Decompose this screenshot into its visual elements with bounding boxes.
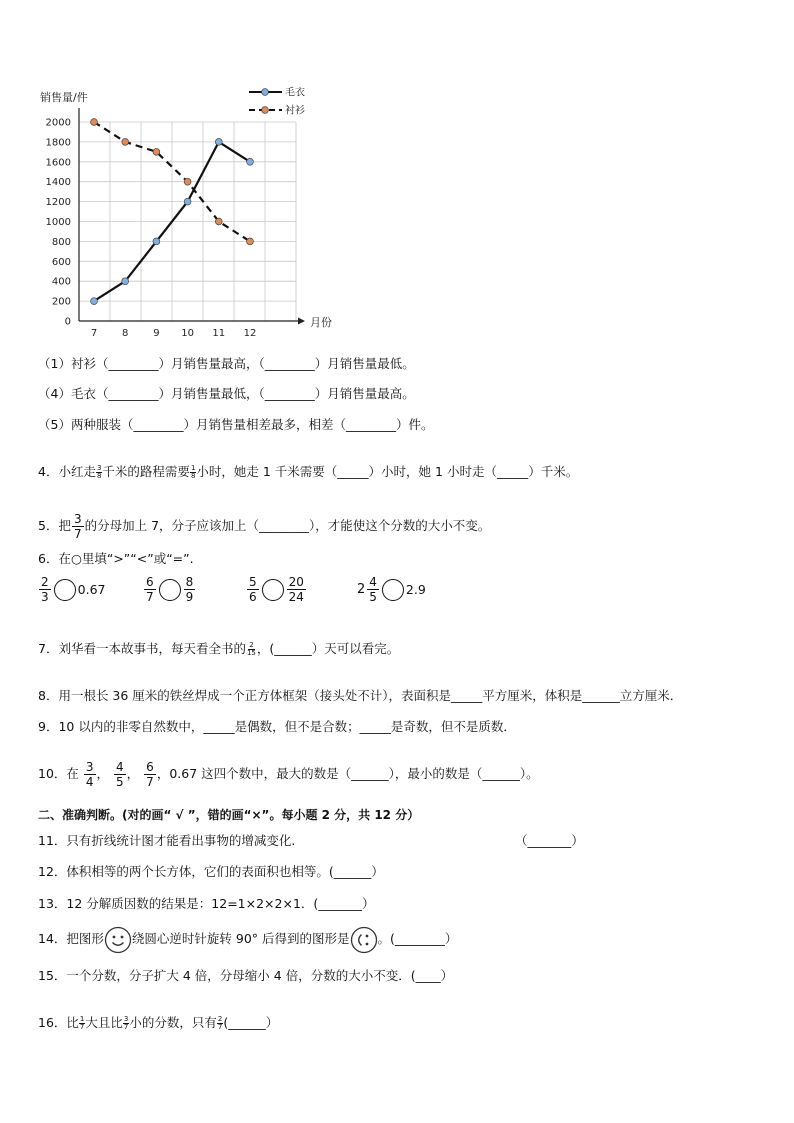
question-16-text-c: 小的分数，只有 (129, 1015, 217, 1030)
denominator: 7 (79, 1023, 85, 1031)
denominator: 8 (96, 472, 102, 480)
question-14-text-c: 。(________） (377, 931, 458, 946)
y-tick-label: 1000 (45, 217, 71, 228)
question-4-text-a: 4．小红走 (38, 464, 96, 479)
y-tick-label: 1400 (45, 177, 71, 189)
compare-value: 2.9 (405, 582, 426, 597)
question-7-text-a: 7．刘华看一本故事书，每天看全书的 (38, 641, 246, 656)
numerator: 2 (249, 641, 254, 649)
data-point (122, 278, 129, 285)
data-point (122, 139, 129, 146)
compare-circle-2[interactable] (159, 579, 181, 601)
fraction-2-15 (246, 642, 257, 657)
chart-axes (79, 108, 305, 325)
question-5 (38, 512, 490, 541)
y-tick-label: 800 (51, 236, 71, 248)
question-16-text-b: 大且比 (85, 1015, 123, 1030)
legend-marker (262, 107, 269, 114)
compare-4 (357, 575, 426, 604)
denominator: 7 (73, 527, 82, 541)
denominator: 3 (41, 590, 49, 604)
numerator: 3 (123, 1015, 129, 1023)
rotated-face-icon (350, 926, 378, 954)
question-16 (38, 1014, 278, 1032)
denominator: 7 (146, 775, 154, 789)
question-16-text-a: 16．比 (38, 1015, 79, 1030)
question-13: 13．12 分解质因数的结果是：12=1×2×2×1．(_______） (38, 896, 375, 911)
data-point (215, 139, 222, 146)
question-7 (38, 640, 399, 658)
fraction-6-7 (144, 760, 156, 789)
fraction-2-3 (39, 575, 51, 604)
y-axis-label: 销售量/件 (40, 91, 88, 104)
numerator: 6 (146, 760, 154, 774)
numerator: 2 (217, 1015, 223, 1023)
data-point (153, 148, 160, 155)
fraction-6-7 (144, 575, 156, 604)
numerator: 8 (185, 575, 194, 589)
x-tick-label: 11 (212, 328, 226, 339)
x-tick-label: 10 (181, 328, 194, 339)
x-tick-label: 12 (243, 328, 257, 339)
numerator: 3 (73, 512, 82, 526)
question-4-text-b: 千米的路程需要 (102, 464, 190, 479)
x-axis-arrow (298, 318, 305, 325)
x-tick-label: 8 (122, 328, 129, 339)
compare-circle-4[interactable] (382, 579, 404, 601)
y-tick-label: 400 (51, 276, 71, 288)
y-tick-label: 2000 (45, 117, 71, 129)
numerator: 3 (96, 464, 102, 472)
numerator: 20 (288, 575, 304, 589)
question-9: 9．10 以内的非零自然数中，_____是偶数，但不是合数；_____是奇数，但不是质数． (38, 719, 516, 734)
denominator: 5 (116, 775, 124, 789)
question-11: 11．只有折线统计图才能看出事物的增减变化. (38, 833, 296, 848)
question-12: 12．体积相等的两个长方体，它们的表面积也相等。(______） (38, 864, 384, 879)
x-tick-label: 9 (153, 328, 160, 339)
denominator: 9 (185, 590, 194, 604)
denominator: 8 (190, 472, 196, 480)
denominator: 7 (217, 1023, 223, 1031)
fraction-20-24 (287, 575, 306, 604)
compare-1 (38, 575, 105, 604)
numerator: 1 (79, 1015, 85, 1023)
data-point (215, 218, 222, 225)
fraction-3-4 (84, 760, 96, 789)
data-point (184, 198, 191, 205)
question-5-text-a: 5．把 (38, 518, 71, 533)
question-14-text-b: 绕圆心逆时针旋转 90° 后得到的图形是 (131, 931, 350, 946)
separator: ， (96, 766, 110, 781)
question-4 (38, 463, 578, 481)
denominator: 6 (249, 590, 257, 604)
denominator: 5 (369, 590, 377, 604)
data-point (184, 178, 191, 185)
question-10-text-a: 10．在 (38, 766, 79, 781)
legend-label: 衬衫 (285, 105, 305, 117)
numerator: 1 (190, 464, 196, 472)
mixed-number-integer: 2 (357, 582, 366, 597)
data-point (247, 158, 254, 165)
fraction-8-9 (184, 575, 196, 604)
y-tick-label: 1200 (45, 197, 71, 209)
compare-circle-3[interactable] (262, 579, 284, 601)
question-14-text-a: 14．把图形 (38, 931, 104, 946)
data-point (91, 119, 98, 126)
section-2-heading: 二、准确判断。(对的画“ √ ”，错的画“×”。每小题 2 分，共 12 分） (38, 808, 420, 822)
chart-legend (249, 86, 305, 117)
denominator: 7 (123, 1023, 129, 1031)
separator: ， (126, 766, 140, 781)
sales-line-chart (0, 0, 794, 340)
fraction-3-7 (72, 512, 84, 541)
y-tick-label: 1600 (45, 157, 71, 169)
y-tick-label: 0 (64, 316, 71, 328)
question-10 (38, 760, 539, 789)
x-tick-labels (91, 328, 257, 339)
legend-marker (262, 89, 269, 96)
question-5-text-b: 的分母加上 7，分子应该加上（________），才能使这个分数的大小不变。 (84, 518, 491, 533)
denominator: 4 (85, 775, 94, 789)
question-4-text-c: 小时，她走 1 千米需要（_____）小时，她 1 小时走（_____）千米。 (196, 464, 579, 479)
fraction-5-6 (247, 575, 259, 604)
compare-circle-1[interactable] (54, 579, 76, 601)
question-14 (38, 925, 457, 954)
question-16-text-d: (______） (223, 1015, 279, 1030)
data-point (91, 298, 98, 305)
data-point (153, 238, 160, 245)
numerator: 2 (41, 575, 49, 589)
question-6: 6．在○里填“>”“<”或“=”. (38, 551, 194, 566)
fraction-4-5 (114, 760, 126, 789)
y-tick-label: 200 (51, 296, 71, 308)
compare-3 (246, 575, 307, 604)
y-tick-labels (46, 118, 71, 328)
numerator: 6 (146, 575, 154, 589)
x-axis-label: 月份 (310, 316, 332, 329)
question-10-text-b: ，0.67 这四个数中，最大的数是（______），最小的数是（______）。 (156, 766, 539, 781)
numerator: 5 (249, 575, 257, 589)
denominator: 24 (288, 590, 304, 604)
numerator: 4 (116, 760, 124, 774)
x-tick-label: 7 (90, 328, 98, 339)
legend-label: 毛衣 (285, 87, 305, 99)
compare-2 (143, 575, 196, 604)
numerator: 3 (85, 760, 94, 774)
denominator: 15 (246, 649, 256, 657)
data-point (247, 238, 254, 245)
chart-question-1: （1）衬衫（________）月销售量最高，（________）月销售量最低。 (38, 356, 415, 371)
question-7-text-b: ，(______）天可以看完。 (256, 641, 400, 656)
denominator: 7 (146, 590, 154, 604)
compare-value: 0.67 (77, 582, 106, 597)
chart-question-5: （5）两种服装（________）月销售量相差最多，相差（________）件。 (38, 417, 434, 432)
question-11-answer[interactable]: （_______） (515, 833, 584, 848)
question-8: 8．用一根长 36 厘米的铁丝焊成一个正方体框架（接头处不计），表面积是_____平方厘米，体积是______立方厘米． (38, 688, 683, 703)
smiley-face-icon (104, 926, 132, 954)
y-tick-label: 1800 (45, 137, 71, 149)
question-15: 15．一个分数，分子扩大 4 倍，分母缩小 4 倍，分数的大小不变．(____） (38, 968, 454, 983)
fraction-4-5 (367, 575, 379, 604)
numerator: 4 (369, 575, 377, 589)
chart-question-4: （4）毛衣（________）月销售量最低，（________）月销售量最高。 (38, 386, 415, 401)
y-tick-label: 600 (51, 256, 71, 268)
